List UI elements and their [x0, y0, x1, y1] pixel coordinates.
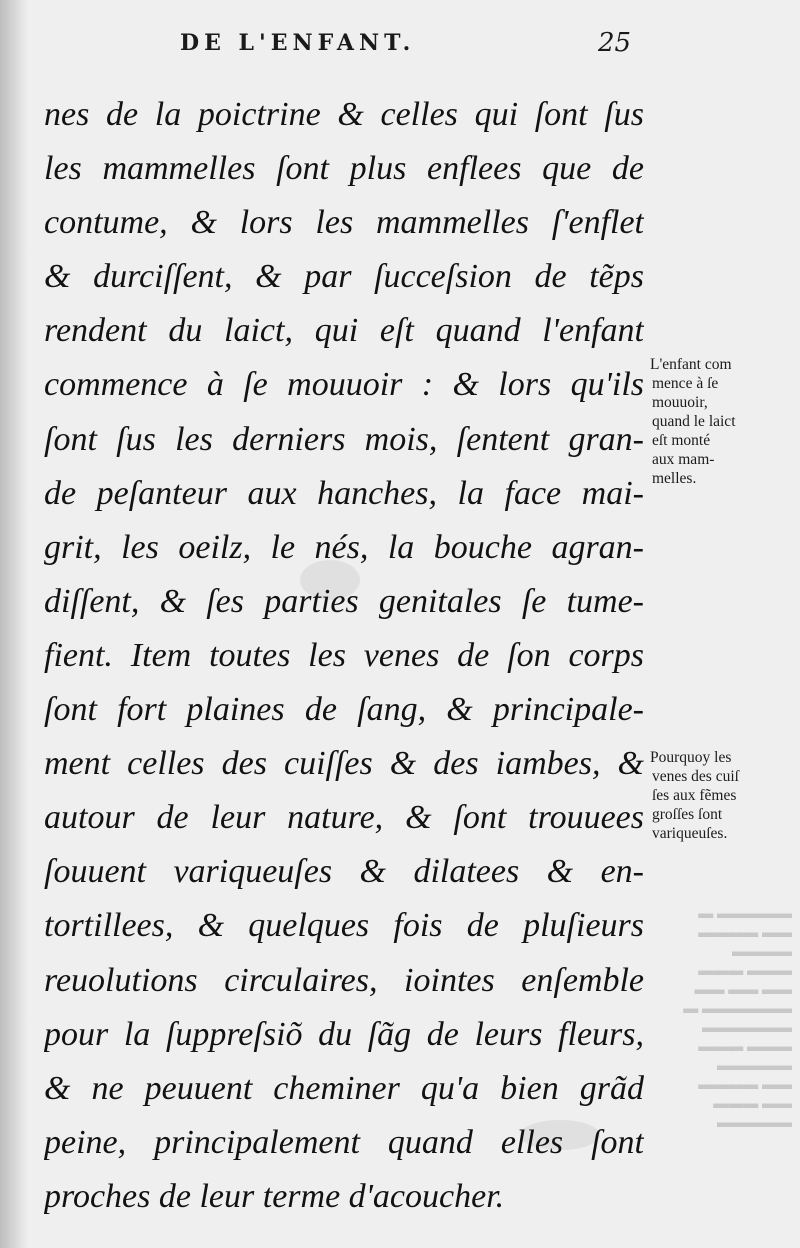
margin-note-line: L'enfant com	[650, 356, 732, 373]
text-line: grit, les oeilz, le nés, la bouche agran-	[44, 528, 644, 566]
running-title: DE L'ENFANT.	[180, 30, 416, 56]
text-line: les mammelles ſont plus enflees que de	[44, 150, 644, 188]
main-text-block	[44, 88, 644, 1224]
text-line: contume, & lors les mammelles ſ'enflet	[44, 204, 644, 242]
text-line: & ne peuuent cheminer qu'a bien grãd	[44, 1069, 644, 1107]
margin-note-line: aux mam-	[652, 451, 715, 468]
text-line: proches de leur terme d'acoucher.	[44, 1177, 505, 1215]
text-line: de peſanteur aux hanches, la face mai-	[44, 474, 644, 512]
text-line: tortillees, & quelques fois de pluſieurs	[44, 907, 644, 945]
text-line: rendent du laict, qui eſt quand l'enfant	[44, 312, 644, 350]
text-line: nes de la poictrine & celles qui ſont ſus	[44, 96, 644, 133]
margin-note-varicose-veins	[650, 748, 798, 843]
text-line: ſont fort plaines de ſang, & principale-	[44, 691, 644, 729]
margin-note-line: venes des cuiſ	[652, 768, 739, 785]
text-line: & durciſſent, & par ſucceſsion de tẽps	[44, 258, 644, 296]
text-line: diſſent, & ſes parties genitales ſe tume-	[44, 582, 644, 620]
text-line: commence à ſe mouuoir : & lors qu'ils	[44, 366, 644, 404]
text-line: peine, principalement quand elles ſont	[44, 1123, 644, 1161]
margin-note-line: melles.	[652, 470, 697, 487]
margin-note-line: quand le laict	[652, 413, 736, 430]
margin-note-line: variqueuſes.	[652, 825, 728, 842]
bleed-through-text: ▬▬▬▬▬ ▬ ▬▬ ▬▬▬▬ ▬▬▬▬ ▬▬▬ ▬▬▬ ▬▬ ▬▬ ▬▬ ▬▬▬▬▬▬ ▬ ▬▬▬▬▬▬ ▬▬▬ ▬▬▬ ▬▬▬▬▬ ▬▬ ▬▬▬▬ ▬▬ ▬▬▬ ▬▬▬▬▬	[683, 906, 792, 1131]
text-line: reuolutions circulaires, iointes enſemble	[44, 961, 644, 999]
text-line: pour la ſuppreſsiõ du ſãg de leurs fleurs,	[44, 1015, 644, 1053]
text-line: ſont ſus les derniers mois, ſentent gran-	[44, 420, 644, 458]
gutter-shadow	[0, 0, 28, 1248]
margin-note-line: Pourquoy les	[650, 749, 732, 766]
margin-note-line: groſſes ſont	[652, 806, 723, 823]
margin-note-line: ſes aux fẽmes	[652, 787, 737, 804]
margin-note-line: eſt monté	[652, 432, 711, 449]
text-line: ſouuent variqueuſes & dilatees & en-	[44, 853, 644, 891]
text-line: autour de leur nature, & ſont trouuees	[44, 799, 644, 837]
text-line: ment celles des cuiſſes & des iambes, &	[44, 745, 644, 783]
margin-note-child-moving	[650, 355, 798, 488]
margin-note-line: mence à ſe	[652, 375, 719, 392]
page-number: 25	[598, 28, 632, 58]
text-line: fient. Item toutes les venes de ſon corps	[44, 636, 644, 674]
margin-note-line: mouuoir,	[652, 394, 708, 411]
